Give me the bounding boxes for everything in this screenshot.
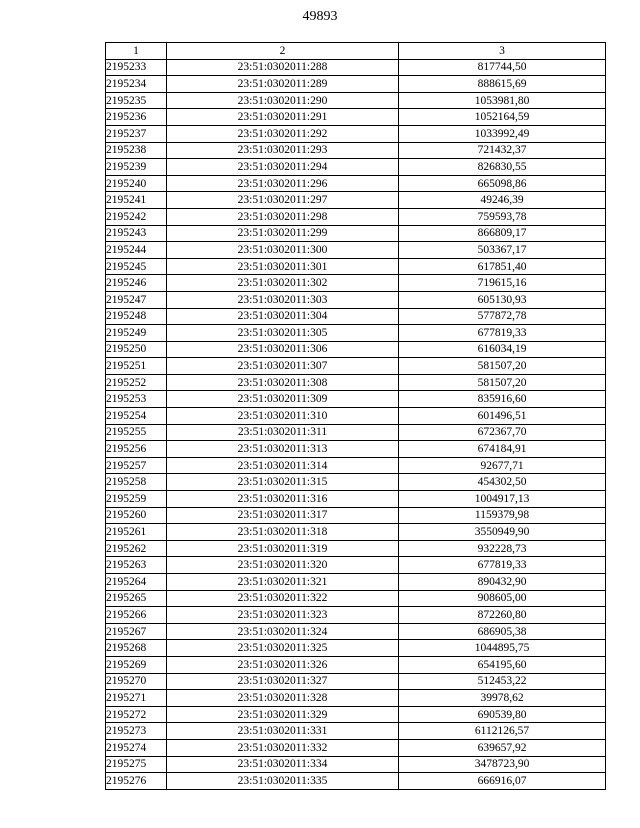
value-cell: 759593,78 [399,208,606,225]
row-id-cell: 2195241 [106,192,167,209]
cadastral-number-cell: 23:51:0302011:314 [167,457,399,474]
value-cell: 888615,69 [399,76,606,93]
row-id-cell: 2195276 [106,773,167,790]
cadastral-number-cell: 23:51:0302011:299 [167,225,399,242]
table-row [106,374,606,391]
cadastral-number-cell: 23:51:0302011:332 [167,739,399,756]
value-cell: 3550949,90 [399,524,606,541]
table-row [106,590,606,607]
table-row [106,92,606,109]
row-id-cell: 2195242 [106,208,167,225]
value-cell: 1159379,98 [399,507,606,524]
value-cell: 1033992,49 [399,125,606,142]
table-row [106,739,606,756]
row-id-cell: 2195240 [106,175,167,192]
cadastral-number-cell: 23:51:0302011:319 [167,540,399,557]
row-id-cell: 2195259 [106,491,167,508]
cadastral-number-cell: 23:51:0302011:320 [167,557,399,574]
row-id-cell: 2195275 [106,756,167,773]
value-cell: 654195,60 [399,656,606,673]
cadastral-number-cell: 23:51:0302011:291 [167,109,399,126]
table-header [106,43,606,60]
cadastral-number-cell: 23:51:0302011:327 [167,673,399,690]
cadastral-number-cell: 23:51:0302011:301 [167,258,399,275]
cadastral-number-cell: 23:51:0302011:289 [167,76,399,93]
cadastral-number-cell: 23:51:0302011:297 [167,192,399,209]
value-cell: 39978,62 [399,690,606,707]
cadastral-number-cell: 23:51:0302011:300 [167,242,399,259]
cadastral-number-cell: 23:51:0302011:317 [167,507,399,524]
value-cell: 1004917,13 [399,491,606,508]
cadastral-number-cell: 23:51:0302011:324 [167,623,399,640]
value-cell: 690539,80 [399,706,606,723]
table-row [106,341,606,358]
table-row [106,258,606,275]
value-cell: 677819,33 [399,557,606,574]
table-row [106,540,606,557]
table-row [106,690,606,707]
row-id-cell: 2195234 [106,76,167,93]
row-id-cell: 2195264 [106,574,167,591]
row-id-cell: 2195251 [106,358,167,375]
value-cell: 665098,86 [399,175,606,192]
cadastral-number-cell: 23:51:0302011:325 [167,640,399,657]
value-cell: 503367,17 [399,242,606,259]
value-cell: 686905,38 [399,623,606,640]
row-id-cell: 2195267 [106,623,167,640]
table-row [106,524,606,541]
value-cell: 1044895,75 [399,640,606,657]
row-id-cell: 2195262 [106,540,167,557]
row-id-cell: 2195247 [106,291,167,308]
value-cell: 721432,37 [399,142,606,159]
table-row [106,491,606,508]
cadastral-number-cell: 23:51:0302011:309 [167,391,399,408]
row-id-cell: 2195256 [106,441,167,458]
table-row [106,325,606,342]
row-id-cell: 2195265 [106,590,167,607]
value-cell: 639657,92 [399,739,606,756]
table-row [106,125,606,142]
row-id-cell: 2195253 [106,391,167,408]
cadastral-number-cell: 23:51:0302011:307 [167,358,399,375]
cadastral-number-cell: 23:51:0302011:311 [167,424,399,441]
page-number: 49893 [302,9,338,24]
cadastral-number-cell: 23:51:0302011:323 [167,607,399,624]
row-id-cell: 2195260 [106,507,167,524]
value-cell: 817744,50 [399,59,606,76]
cadastral-number-cell: 23:51:0302011:305 [167,325,399,342]
cadastral-number-cell: 23:51:0302011:313 [167,441,399,458]
row-id-cell: 2195236 [106,109,167,126]
cadastral-number-cell: 23:51:0302011:306 [167,341,399,358]
value-cell: 826830,55 [399,159,606,176]
value-cell: 719615,16 [399,275,606,292]
cadastral-number-cell: 23:51:0302011:304 [167,308,399,325]
cadastral-number-cell: 23:51:0302011:331 [167,723,399,740]
value-cell: 577872,78 [399,308,606,325]
table-row [106,408,606,425]
cadastral-number-cell: 23:51:0302011:322 [167,590,399,607]
table-row [106,574,606,591]
value-cell: 581507,20 [399,358,606,375]
table-row [106,225,606,242]
row-id-cell: 2195258 [106,474,167,491]
row-id-cell: 2195243 [106,225,167,242]
table-row [106,109,606,126]
table-row [106,391,606,408]
table-row [106,208,606,225]
value-cell: 872260,80 [399,607,606,624]
row-id-cell: 2195266 [106,607,167,624]
value-cell: 890432,90 [399,574,606,591]
table-row [106,640,606,657]
value-cell: 92677,71 [399,457,606,474]
value-cell: 49246,39 [399,192,606,209]
value-cell: 932228,73 [399,540,606,557]
table-row [106,242,606,259]
table-row [106,756,606,773]
value-cell: 601496,51 [399,408,606,425]
row-id-cell: 2195274 [106,739,167,756]
header-col-1: 1 [106,43,167,60]
row-id-cell: 2195235 [106,92,167,109]
row-id-cell: 2195261 [106,524,167,541]
value-cell: 674184,91 [399,441,606,458]
table-row [106,507,606,524]
value-cell: 672367,70 [399,424,606,441]
table-row [106,673,606,690]
row-id-cell: 2195244 [106,242,167,259]
row-id-cell: 2195233 [106,59,167,76]
table-row [106,441,606,458]
cadastral-number-cell: 23:51:0302011:328 [167,690,399,707]
cadastral-number-cell: 23:51:0302011:303 [167,291,399,308]
table-row [106,192,606,209]
table-body [106,59,606,789]
row-id-cell: 2195254 [106,408,167,425]
cadastral-number-cell: 23:51:0302011:334 [167,756,399,773]
value-cell: 616034,19 [399,341,606,358]
table-row [106,656,606,673]
table-row [106,773,606,790]
value-cell: 512453,22 [399,673,606,690]
cadastral-number-cell: 23:51:0302011:316 [167,491,399,508]
row-id-cell: 2195237 [106,125,167,142]
row-id-cell: 2195263 [106,557,167,574]
header-row [106,43,606,60]
row-id-cell: 2195257 [106,457,167,474]
table-row [106,59,606,76]
table-row [106,175,606,192]
table-row [106,723,606,740]
row-id-cell: 2195238 [106,142,167,159]
cadastral-number-cell: 23:51:0302011:318 [167,524,399,541]
table-row [106,159,606,176]
value-cell: 3478723,90 [399,756,606,773]
registry-table [105,42,606,790]
cadastral-number-cell: 23:51:0302011:292 [167,125,399,142]
cadastral-number-cell: 23:51:0302011:310 [167,408,399,425]
value-cell: 454302,50 [399,474,606,491]
cadastral-number-cell: 23:51:0302011:329 [167,706,399,723]
row-id-cell: 2195255 [106,424,167,441]
table-row [106,291,606,308]
row-id-cell: 2195246 [106,275,167,292]
row-id-cell: 2195245 [106,258,167,275]
value-cell: 666916,07 [399,773,606,790]
table-row [106,76,606,93]
cadastral-number-cell: 23:51:0302011:288 [167,59,399,76]
table-row [106,142,606,159]
table-row [106,607,606,624]
value-cell: 1052164,59 [399,109,606,126]
table-row [106,623,606,640]
header-col-3: 3 [399,43,606,60]
table-row [106,457,606,474]
value-cell: 617851,40 [399,258,606,275]
value-cell: 1053981,80 [399,92,606,109]
value-cell: 6112126,57 [399,723,606,740]
row-id-cell: 2195273 [106,723,167,740]
cadastral-number-cell: 23:51:0302011:298 [167,208,399,225]
table-row [106,706,606,723]
cadastral-number-cell: 23:51:0302011:293 [167,142,399,159]
cadastral-number-cell: 23:51:0302011:335 [167,773,399,790]
cadastral-number-cell: 23:51:0302011:321 [167,574,399,591]
cadastral-number-cell: 23:51:0302011:296 [167,175,399,192]
row-id-cell: 2195250 [106,341,167,358]
value-cell: 835916,60 [399,391,606,408]
row-id-cell: 2195269 [106,656,167,673]
value-cell: 581507,20 [399,374,606,391]
row-id-cell: 2195249 [106,325,167,342]
value-cell: 677819,33 [399,325,606,342]
table-row [106,474,606,491]
table-row [106,275,606,292]
value-cell: 866809,17 [399,225,606,242]
row-id-cell: 2195248 [106,308,167,325]
value-cell: 908605,00 [399,590,606,607]
cadastral-number-cell: 23:51:0302011:326 [167,656,399,673]
table-row [106,424,606,441]
table-row [106,557,606,574]
cadastral-number-cell: 23:51:0302011:302 [167,275,399,292]
table-row [106,358,606,375]
cadastral-number-cell: 23:51:0302011:290 [167,92,399,109]
row-id-cell: 2195239 [106,159,167,176]
cadastral-number-cell: 23:51:0302011:308 [167,374,399,391]
row-id-cell: 2195252 [106,374,167,391]
cadastral-number-cell: 23:51:0302011:315 [167,474,399,491]
row-id-cell: 2195268 [106,640,167,657]
row-id-cell: 2195271 [106,690,167,707]
header-col-2: 2 [167,43,399,60]
value-cell: 605130,93 [399,291,606,308]
row-id-cell: 2195272 [106,706,167,723]
cadastral-number-cell: 23:51:0302011:294 [167,159,399,176]
row-id-cell: 2195270 [106,673,167,690]
table-row [106,308,606,325]
